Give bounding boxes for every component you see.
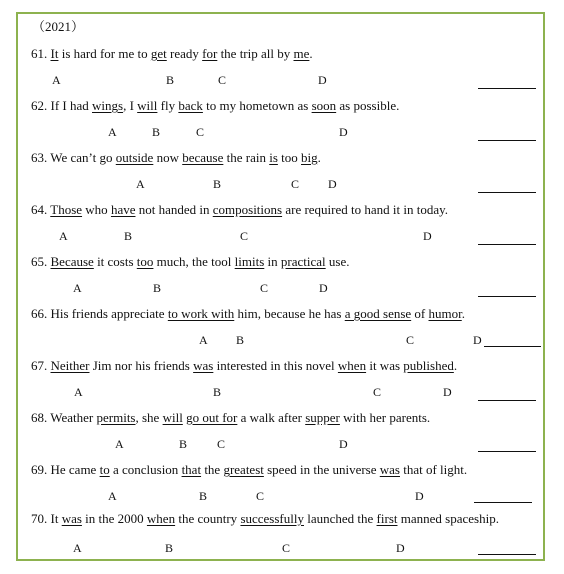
- question-text: as possible.: [336, 98, 400, 113]
- option-label-c: C: [217, 437, 226, 451]
- underlined-part: Those: [50, 202, 83, 217]
- option-label-b: B: [213, 385, 222, 399]
- question-text: 62. If I had: [31, 98, 93, 113]
- option-label-b: B: [213, 177, 222, 191]
- option-label-d: D: [339, 437, 348, 451]
- answer-blank[interactable]: [484, 346, 541, 347]
- underlined-part: soon: [311, 98, 337, 113]
- option-label-d: D: [319, 281, 328, 295]
- question-text: the trip all by: [217, 46, 294, 61]
- question-text: much, the tool: [153, 254, 235, 269]
- question-text: interested in this novel: [213, 358, 338, 373]
- option-label-a: A: [136, 177, 145, 191]
- question-frame: [16, 12, 545, 561]
- answer-blank[interactable]: [478, 554, 536, 555]
- question-text: use.: [325, 254, 350, 269]
- answer-blank[interactable]: [478, 400, 536, 401]
- underlined-part: will: [162, 410, 183, 425]
- underlined-part: first: [376, 511, 398, 526]
- question-64: [31, 202, 448, 218]
- option-label-a: A: [73, 281, 82, 295]
- underlined-part: compositions: [212, 202, 283, 217]
- underlined-part: supper: [305, 410, 340, 425]
- option-label-c: C: [406, 333, 415, 347]
- question-text: 64.: [31, 202, 51, 217]
- underlined-part: permits: [96, 410, 136, 425]
- option-label-a: A: [74, 385, 83, 399]
- option-label-b: B: [152, 125, 161, 139]
- question-text: the rain: [223, 150, 270, 165]
- question-68: [31, 410, 430, 426]
- underlined-part: back: [178, 98, 203, 113]
- option-label-a: A: [59, 229, 68, 243]
- option-label-c: C: [196, 125, 205, 139]
- option-label-d: D: [328, 177, 337, 191]
- question-text: 63. We can’t go: [31, 150, 116, 165]
- question-text: that of light.: [399, 462, 468, 477]
- question-63: [31, 150, 321, 166]
- answer-blank[interactable]: [478, 88, 536, 89]
- option-label-c: C: [373, 385, 382, 399]
- underlined-part: successfully: [240, 511, 304, 526]
- option-label-d: D: [339, 125, 348, 139]
- underlined-part: published: [403, 358, 454, 373]
- question-text: 69. He came: [31, 462, 100, 477]
- underlined-part: Neither: [50, 358, 90, 373]
- option-label-d: D: [396, 541, 405, 555]
- option-label-b: B: [236, 333, 245, 347]
- question-text: speed in the universe: [263, 462, 380, 477]
- question-text: .: [453, 358, 458, 373]
- underlined-part: for: [202, 46, 218, 61]
- underlined-part: go out for: [186, 410, 238, 425]
- option-label-b: B: [153, 281, 162, 295]
- question-65: [31, 254, 350, 270]
- underlined-part: was: [193, 358, 214, 373]
- option-label-b: B: [124, 229, 133, 243]
- underlined-part: me: [293, 46, 310, 61]
- question-66: [31, 306, 465, 322]
- underlined-part: to work with: [167, 306, 235, 321]
- option-label-c: C: [240, 229, 249, 243]
- answer-blank[interactable]: [478, 192, 536, 193]
- question-67: [31, 358, 457, 374]
- underlined-part: limits: [234, 254, 265, 269]
- question-text: it was: [366, 358, 404, 373]
- question-text: 70. It: [31, 511, 62, 526]
- underlined-part: when: [337, 358, 367, 373]
- option-label-d: D: [443, 385, 452, 399]
- question-text: it costs: [93, 254, 137, 269]
- underlined-part: Because: [50, 254, 94, 269]
- underlined-part: when: [146, 511, 176, 526]
- question-61: [31, 46, 313, 62]
- question-text: in: [264, 254, 281, 269]
- question-62: [31, 98, 399, 114]
- underlined-part: will: [137, 98, 158, 113]
- answer-blank[interactable]: [478, 296, 536, 297]
- question-text: a conclusion: [109, 462, 182, 477]
- option-label-d: D: [318, 73, 327, 87]
- option-label-c: C: [256, 489, 265, 503]
- question-69: [31, 462, 467, 478]
- underlined-part: wings: [92, 98, 124, 113]
- question-text: 67.: [31, 358, 51, 373]
- question-text: fly: [157, 98, 179, 113]
- option-label-c: C: [218, 73, 227, 87]
- question-text: the: [201, 462, 224, 477]
- question-text: is hard for me to: [58, 46, 151, 61]
- underlined-part: outside: [115, 150, 154, 165]
- underlined-part: big: [301, 150, 318, 165]
- underlined-part: have: [110, 202, 136, 217]
- underlined-part: practical: [280, 254, 326, 269]
- question-text: 66. His friends appreciate: [31, 306, 168, 321]
- option-label-c: C: [291, 177, 300, 191]
- underlined-part: is: [269, 150, 278, 165]
- option-label-a: A: [52, 73, 61, 87]
- underlined-part: a good sense: [344, 306, 412, 321]
- question-text: .: [461, 306, 465, 321]
- question-text: of: [411, 306, 429, 321]
- underlined-part: too: [136, 254, 154, 269]
- question-70: [31, 511, 499, 527]
- underlined-part: humor: [428, 306, 462, 321]
- option-label-a: A: [73, 541, 82, 555]
- question-text: with her parents.: [339, 410, 431, 425]
- underlined-part: because: [182, 150, 224, 165]
- option-label-b: B: [199, 489, 208, 503]
- option-label-c: C: [260, 281, 269, 295]
- option-label-b: B: [166, 73, 175, 87]
- question-text: , I: [123, 98, 138, 113]
- underlined-part: was: [379, 462, 400, 477]
- question-text: too: [277, 150, 301, 165]
- question-text: .: [309, 46, 313, 61]
- underlined-part: greatest: [223, 462, 264, 477]
- option-label-d: D: [423, 229, 432, 243]
- exam-year: （2021）: [32, 19, 85, 34]
- underlined-part: that: [181, 462, 202, 477]
- answer-blank[interactable]: [478, 140, 536, 141]
- question-text: 61.: [31, 46, 51, 61]
- question-text: Jim nor his friends: [89, 358, 194, 373]
- option-label-c: C: [282, 541, 291, 555]
- question-text: him, because he has: [234, 306, 345, 321]
- question-text: not handed in: [135, 202, 213, 217]
- answer-blank[interactable]: [478, 451, 536, 452]
- option-label-b: B: [165, 541, 174, 555]
- option-label-a: A: [115, 437, 124, 451]
- question-text: a walk after: [237, 410, 306, 425]
- option-label-d: D: [415, 489, 424, 503]
- question-text: now: [153, 150, 183, 165]
- question-text: 65.: [31, 254, 51, 269]
- question-text: who: [82, 202, 111, 217]
- question-text: .: [317, 150, 321, 165]
- option-label-a: A: [199, 333, 208, 347]
- question-text: are required to hand it in today.: [282, 202, 449, 217]
- answer-blank[interactable]: [474, 502, 532, 503]
- question-text: 68. Weather: [31, 410, 97, 425]
- question-text: , she: [135, 410, 163, 425]
- answer-blank[interactable]: [478, 244, 536, 245]
- question-text: launched the: [303, 511, 377, 526]
- underlined-part: was: [61, 511, 82, 526]
- question-text: ready: [166, 46, 203, 61]
- question-text: the country: [175, 511, 241, 526]
- question-text: to my hometown as: [202, 98, 312, 113]
- option-label-a: A: [108, 489, 117, 503]
- underlined-part: get: [150, 46, 167, 61]
- option-label-d: D: [473, 333, 482, 347]
- underlined-part: to: [99, 462, 110, 477]
- option-label-a: A: [108, 125, 117, 139]
- question-text: in the 2000: [81, 511, 147, 526]
- question-text: manned spaceship.: [397, 511, 499, 526]
- underlined-part: It: [50, 46, 59, 61]
- option-label-b: B: [179, 437, 188, 451]
